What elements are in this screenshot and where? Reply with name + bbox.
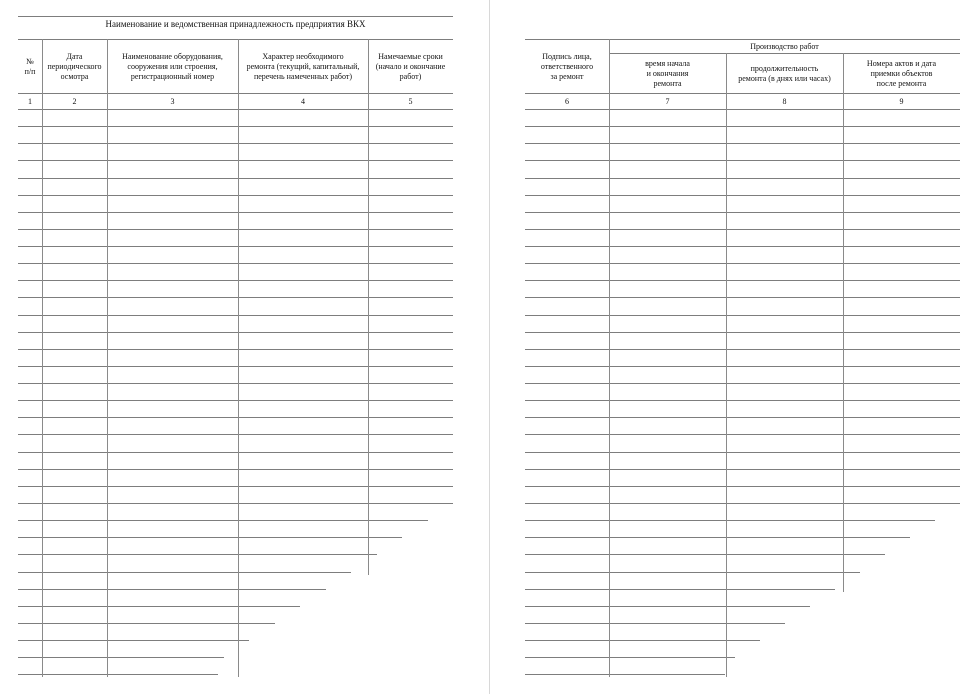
table-row-rule — [18, 554, 377, 555]
header-bottom-rule — [18, 93, 453, 94]
column-header-5: Намечаемые сроки (начало и окончание работ) — [375, 51, 446, 81]
table-row-rule — [18, 452, 453, 453]
table-row-rule — [525, 366, 960, 367]
header-bottom-rule — [525, 93, 960, 94]
table-row-rule — [18, 383, 453, 384]
table-row-rule — [525, 195, 960, 196]
table-row-rule — [525, 315, 960, 316]
table-row-rule — [18, 674, 218, 675]
table-row-rule — [525, 400, 960, 401]
table-row-rule — [18, 332, 453, 333]
table-row-rule — [525, 332, 960, 333]
table-row-rule — [525, 503, 960, 504]
column-number-6: 6 — [565, 97, 569, 106]
table-row-rule — [525, 589, 835, 590]
caption-top-rule — [18, 16, 453, 17]
table-row-rule — [18, 589, 326, 590]
table-row-rule — [18, 640, 249, 641]
table-row-rule — [525, 469, 960, 470]
column-number-7: 7 — [665, 97, 670, 106]
column-number-9: 9 — [899, 97, 904, 106]
column-divider — [609, 39, 610, 677]
table-row-rule — [525, 417, 960, 418]
table-row-rule — [18, 126, 453, 127]
table-row-rule — [525, 143, 960, 144]
column-number-4: 4 — [301, 97, 305, 106]
table-row-rule — [525, 572, 860, 573]
group-header-label: Производство работ — [750, 41, 819, 51]
table-row-rule — [18, 572, 351, 573]
column-header-8: продолжительность ремонта (в днях или часах) — [738, 63, 831, 83]
table-row-rule — [18, 417, 453, 418]
table-row-rule — [18, 263, 453, 264]
column-divider — [726, 53, 727, 677]
column-header-9: Номера актов и дата приемки объектов после ремонта — [866, 58, 937, 88]
column-header-4: Характер необходимого ремонта (текущий, капитальный, перечень намеченных работ) — [246, 51, 360, 81]
column-divider — [107, 39, 108, 677]
table-row-rule — [525, 486, 960, 487]
table-row-rule — [525, 554, 885, 555]
table-row-rule — [525, 383, 960, 384]
table-row-rule — [18, 486, 453, 487]
column-header-7: время начала и окончания ремонта — [645, 58, 690, 88]
column-header-1: № п/п — [24, 56, 36, 76]
number-row-rule — [525, 109, 960, 110]
table-row-rule — [525, 349, 960, 350]
table-row-rule — [525, 126, 960, 127]
table-row-rule — [525, 452, 960, 453]
table-row-rule — [18, 366, 453, 367]
table-row-rule — [525, 160, 960, 161]
table-row-rule — [18, 297, 453, 298]
column-number-2: 2 — [72, 97, 77, 106]
table-row-rule — [18, 400, 453, 401]
number-row-rule — [18, 109, 453, 110]
column-number-3: 3 — [170, 97, 175, 106]
table-row-rule — [18, 246, 453, 247]
column-header-2: Дата периодического осмотра — [47, 51, 102, 81]
table-row-rule — [18, 537, 402, 538]
table-row-rule — [18, 349, 453, 350]
column-header-3: Наименование оборудования, сооружения или строения, регистрационный номер — [122, 51, 223, 81]
column-divider — [238, 39, 239, 677]
table-row-rule — [18, 160, 453, 161]
table-row-rule — [525, 537, 910, 538]
table-row-rule — [525, 434, 960, 435]
table-row-rule — [525, 674, 725, 675]
table-row-rule — [18, 606, 300, 607]
left-page — [0, 0, 489, 694]
table-row-rule — [18, 178, 453, 179]
right-page — [490, 0, 979, 694]
table-row-rule — [525, 623, 785, 624]
table-row-rule — [525, 280, 960, 281]
table-row-rule — [18, 280, 453, 281]
table-row-rule — [525, 178, 960, 179]
table-row-rule — [18, 195, 453, 196]
column-header-6: Подпись лица, ответственного за ремонт — [540, 51, 594, 81]
column-divider — [368, 39, 369, 575]
table-row-rule — [18, 315, 453, 316]
table-row-rule — [525, 520, 935, 521]
table-row-rule — [525, 212, 960, 213]
column-number-8: 8 — [782, 97, 787, 106]
table-row-rule — [18, 520, 428, 521]
table-row-rule — [525, 263, 960, 264]
table-row-rule — [525, 246, 960, 247]
column-divider — [843, 53, 844, 592]
table-row-rule — [525, 606, 810, 607]
table-row-rule — [18, 212, 453, 213]
column-divider — [42, 39, 43, 677]
table-row-rule — [18, 503, 453, 504]
table-row-rule — [525, 657, 735, 658]
organization-caption: Наименование и ведомственная принадлежность предприятия ВКХ — [105, 19, 366, 29]
table-row-rule — [525, 640, 760, 641]
table-row-rule — [18, 229, 453, 230]
table-row-rule — [18, 434, 453, 435]
table-row-rule — [18, 469, 453, 470]
column-number-5: 5 — [408, 97, 413, 106]
table-row-rule — [18, 623, 275, 624]
table-row-rule — [525, 229, 960, 230]
column-number-1: 1 — [28, 97, 32, 106]
table-row-rule — [18, 143, 453, 144]
table-row-rule — [18, 657, 224, 658]
table-row-rule — [525, 297, 960, 298]
